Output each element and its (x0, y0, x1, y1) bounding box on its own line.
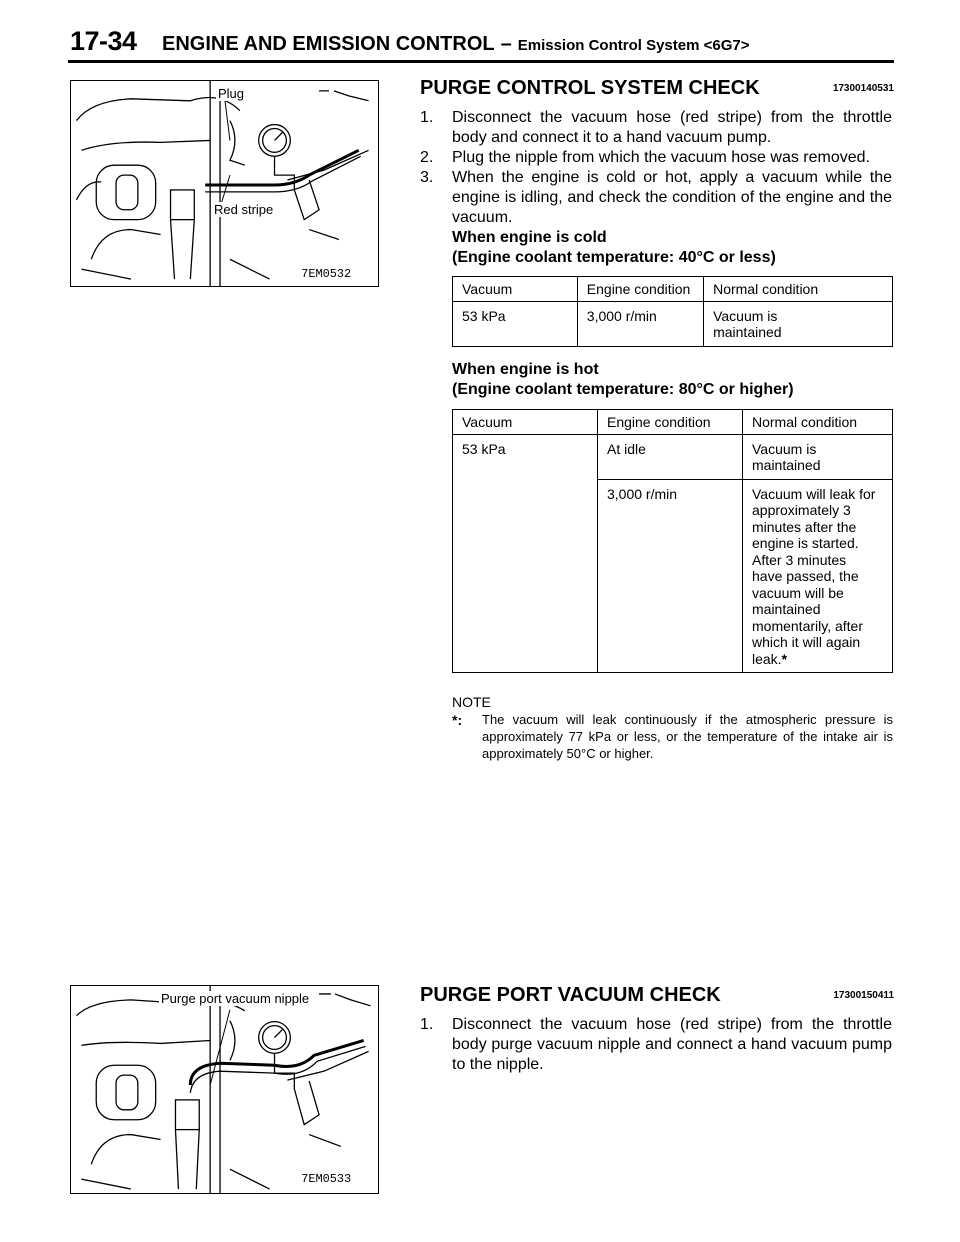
callout-purge-port-nipple: Purge port vacuum nipple (161, 991, 310, 1006)
section-heading-purge-port (420, 984, 894, 1007)
table-cell: 53 kPa (453, 301, 578, 346)
page-number: 17-34 (70, 26, 137, 56)
footnote-marker: * (781, 650, 788, 667)
table-header: Normal condition (743, 410, 893, 435)
figure-purge-control-diagram (70, 80, 379, 287)
table-cell: 3,000 r/min (577, 301, 703, 346)
table-cell: 3,000 r/min (598, 479, 743, 673)
page-header (162, 33, 749, 56)
figure-purge-port-diagram (70, 985, 379, 1194)
table-header: Normal condition (704, 277, 893, 302)
note-marker: *: (452, 712, 463, 728)
section-title: PURGE CONTROL SYSTEM CHECK (420, 77, 760, 99)
step-item: 2. Plug the nipple from which the vacuum hose was removed. (420, 149, 870, 166)
header-title: ENGINE AND EMISSION CONTROL (162, 33, 495, 55)
note-label: NOTE (452, 694, 491, 710)
table-header: Engine condition (577, 277, 703, 302)
procedure-steps-2 (420, 1015, 892, 1075)
section-heading-purge-control (420, 77, 894, 100)
table-cell: 53 kPa (453, 434, 598, 673)
section-code: 17300140531 (832, 83, 894, 94)
engine-illustration-2 (71, 986, 378, 1193)
callout-plug: Plug (218, 86, 245, 101)
spec-table-hot (452, 409, 893, 673)
step-item: 1. Disconnect the vacuum hose (red stripe) from the throttle body and connect it to a hand vacuum pump. (420, 109, 892, 146)
table-cell: Vacuum is maintained (704, 301, 893, 346)
table-header: Vacuum (453, 410, 598, 435)
table-cell: At idle (598, 434, 743, 479)
procedure-steps (420, 108, 892, 228)
header-dash: – (500, 33, 512, 55)
note-text: The vacuum will leak continuously if the atmospheric pressure is approximately 77 kPa or less, or the temperature of the intake air is approximately 50°C or higher. (482, 712, 893, 761)
header-rule (68, 60, 894, 63)
table-cell: Vacuum is maintained (743, 434, 893, 479)
leak-description: Vacuum will leak for approximately 3 minutes after the engine is started. After 3 minutes have passed, the vacuum will be maintained momentarily, after which it will again leak. (752, 485, 876, 667)
table-cell (743, 479, 893, 673)
condition-cold: When engine is cold (Engine coolant temperature: 40°C or less) (452, 229, 776, 266)
table-header: Vacuum (453, 277, 578, 302)
figure-code: 7EM0533 (301, 1172, 352, 1187)
step-item: 1. Disconnect the vacuum hose (red stripe) from the throttle body purge vacuum nipple and connect a hand vacuum pump to the nipple. (420, 1016, 892, 1073)
header-subtitle: Emission Control System <6G7> (517, 37, 750, 54)
condition-hot: When engine is hot (Engine coolant temperature: 80°C or higher) (452, 361, 794, 398)
callout-red-stripe: Red stripe (214, 202, 274, 217)
figure-code: 7EM0532 (301, 267, 352, 282)
table-header: Engine condition (598, 410, 743, 435)
section-code: 17300150411 (833, 990, 894, 1001)
step-item: 3. When the engine is cold or hot, apply a vacuum while the engine is idling, and check the condition of the engine and the vacuum. (420, 169, 892, 226)
section-title: PURGE PORT VACUUM CHECK (420, 984, 721, 1006)
spec-table-cold (452, 276, 893, 347)
engine-illustration-1 (71, 81, 378, 286)
